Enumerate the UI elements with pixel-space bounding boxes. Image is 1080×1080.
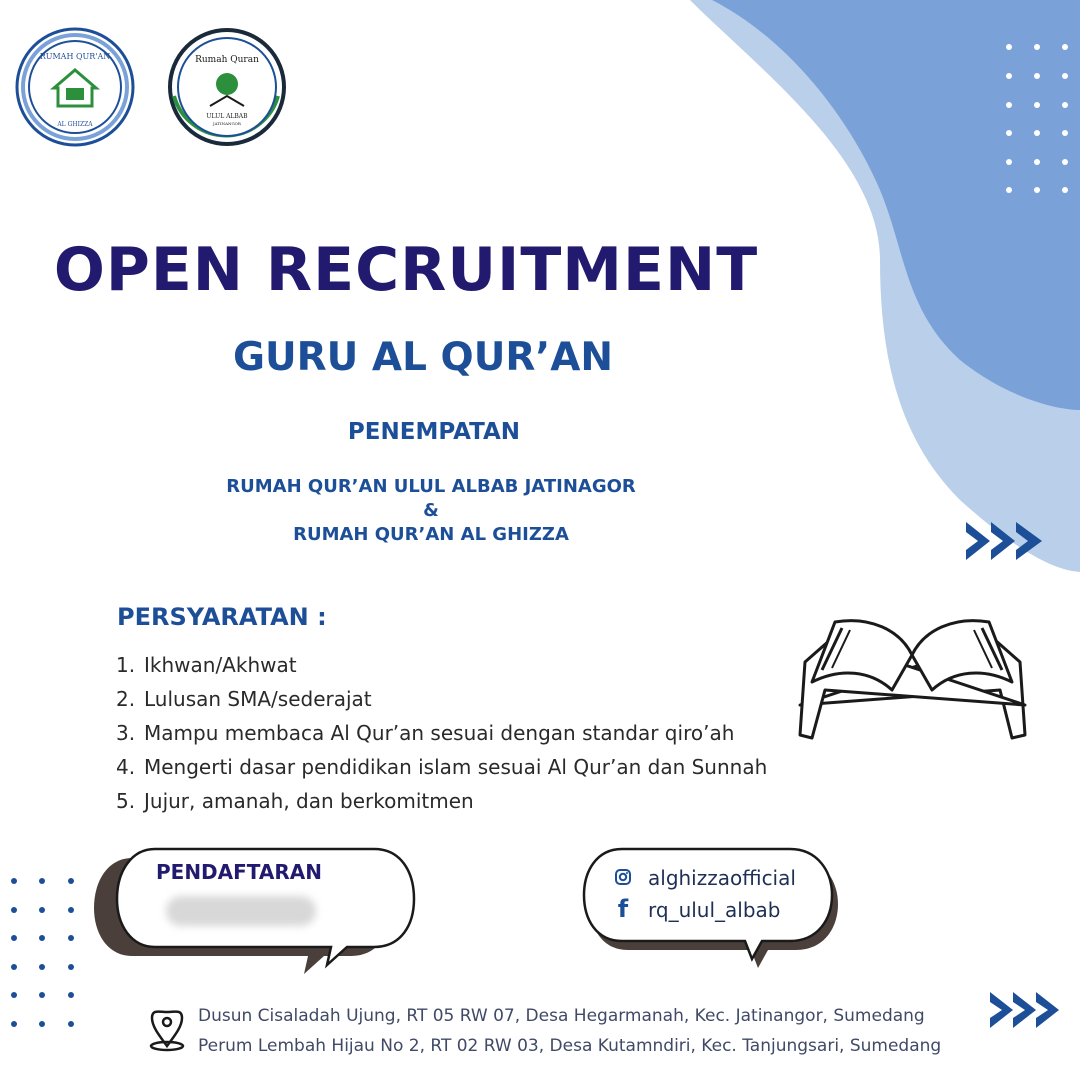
- instagram-handle-row[interactable]: [612, 864, 796, 892]
- requirements-title: PERSYARATAN :: [117, 603, 327, 631]
- redacted-contact: [166, 896, 316, 926]
- address-2: Perum Lembah Hijau No 2, RT 02 RW 03, Desa Kutamndiri, Kec. Tanjungsari, Sumedang: [198, 1036, 942, 1056]
- dot-grid-bottom-left: [11, 878, 74, 1027]
- placement-label: PENEMPATAN: [347, 419, 521, 445]
- headline: OPEN RECRUITMENT: [53, 235, 759, 305]
- quran-stand-icon: [800, 621, 1025, 738]
- facebook-handle: rq_ulul_albab: [648, 898, 781, 922]
- list-item: 1. Ikhwan/Akhwat: [116, 653, 297, 677]
- svg-text:Rumah Quran: Rumah Quran: [195, 55, 259, 65]
- chevrons-right-bottom-icon: [990, 992, 1059, 1028]
- address-1: Dusun Cisaladah Ujung, RT 05 RW 07, Desa Hegarmanah, Kec. Jatinangor, Sumedang: [198, 1006, 925, 1026]
- ulul-albab-logo: [166, 26, 288, 148]
- instagram-handle: alghizzaofficial: [648, 866, 796, 890]
- registration-label: PENDAFTARAN: [156, 860, 322, 884]
- list-item: 2. Lulusan SMA/sederajat: [116, 687, 372, 711]
- facebook-icon: f: [617, 895, 629, 923]
- svg-text:AL GHIZZA: AL GHIZZA: [57, 121, 93, 128]
- placement-location-2: RUMAH QUR’AN AL GHIZZA: [293, 524, 569, 545]
- al-ghizza-logo: [14, 26, 136, 148]
- svg-text:ULUL ALBAB: ULUL ALBAB: [206, 113, 248, 120]
- subheadline: GURU AL QUR’AN: [232, 335, 614, 380]
- svg-text:JATINANGOR: JATINANGOR: [213, 121, 241, 126]
- list-item: 3. Mampu membaca Al Qur’an sesuai dengan standar qiro’ah: [116, 721, 735, 745]
- requirements-list: [116, 648, 767, 818]
- placement-ampersand: &: [423, 500, 439, 521]
- location-pin-icon: [151, 1012, 183, 1050]
- list-item: 5. Jujur, amanah, dan berkomitmen: [116, 789, 474, 813]
- facebook-handle-row[interactable]: [612, 895, 781, 924]
- list-item: 4. Mengerti dasar pendidikan islam sesuai Al Qur’an dan Sunnah: [116, 755, 768, 779]
- svg-text:RUMAH QUR'AN: RUMAH QUR'AN: [39, 52, 111, 61]
- placement-location-1: RUMAH QUR’AN ULUL ALBAB JATINAGOR: [226, 476, 636, 497]
- instagram-icon: [612, 864, 634, 892]
